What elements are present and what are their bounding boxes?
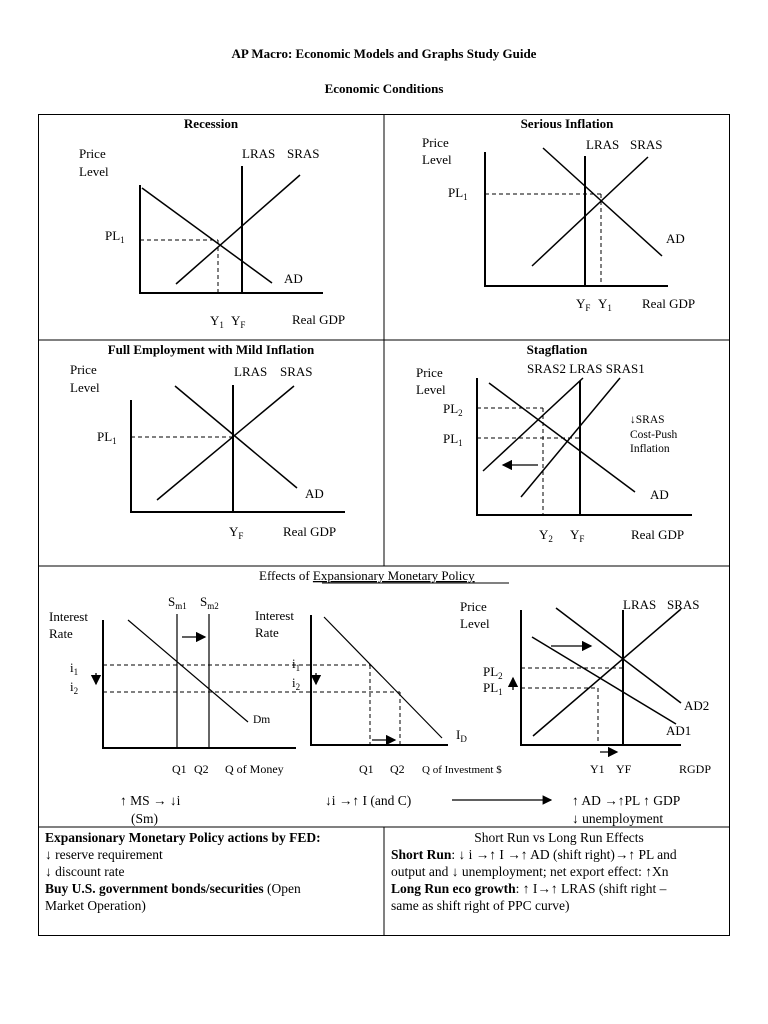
fullemp-lras-label: LRAS: [234, 364, 268, 379]
fed-action-bonds: Buy U.S. government bonds/securities (Open: [45, 881, 301, 896]
run-effects-heading: Short Run vs Long Run Effects: [474, 830, 644, 845]
mm-dm-label: Dm: [253, 714, 271, 726]
stag-y2-label: $Y_2$: [539, 527, 553, 544]
mm-xaxis-label: Q of Money: [225, 762, 284, 776]
stag-ad-label: AD: [650, 487, 669, 502]
recession-pl1-label: $PL_1$: [105, 228, 125, 245]
mm-i1-label: $i_1$: [70, 660, 79, 677]
mm-dm-line: [128, 620, 248, 722]
inv-id-label: $I_D$: [456, 727, 467, 744]
adas-sras-label: SRAS: [667, 597, 700, 612]
fullemp-ad-label: AD: [305, 486, 324, 501]
stag-note-line1: ↓SRAS: [630, 414, 665, 426]
inv-q2-label: Q2: [390, 762, 405, 776]
stag-pl2-label: $PL_2$: [443, 401, 463, 418]
recession-level-label: Level: [79, 164, 109, 179]
mm-sm1-label: $S_{m1}$: [168, 594, 187, 611]
fed-actions-panel: [45, 829, 380, 914]
stag-pl1-label: $PL_1$: [443, 431, 463, 448]
stag-title: Stagflation: [526, 342, 588, 357]
inflation-title: Serious Inflation: [520, 116, 614, 131]
recession-ad-label: AD: [284, 271, 303, 286]
stag-yf-label: $Y_F$: [570, 527, 585, 544]
fed-actions-heading: Expansionary Monetary Policy actions by FED:: [45, 830, 321, 845]
long-run-line1: Long Run eco growth: ↑ I→↑ LRAS (shift right –: [391, 881, 667, 896]
fed-action-reserve: ↓ reserve requirement: [45, 847, 163, 862]
monetary-section-title: Effects of Expansionary Monetary Policy: [259, 568, 475, 583]
fullemp-level-label: Level: [70, 380, 100, 395]
fullemp-price-label: Price: [70, 362, 97, 377]
fullemp-yf-label: $Y_F$: [229, 524, 244, 541]
inflation-price-label: Price: [422, 135, 449, 150]
chain-ad-line2: ↓ unemployment: [572, 811, 664, 826]
inflation-sras-line: [532, 157, 648, 266]
inflation-lras-label: LRAS: [586, 137, 620, 152]
fullemp-sras-line: [157, 386, 294, 500]
fullemp-xaxis-label: Real GDP: [283, 524, 337, 539]
chain-ad-line1: ↑ AD →↑PL ↑ GDP: [572, 793, 681, 808]
inflation-axes: [485, 152, 668, 286]
stag-xaxis-label: Real GDP: [631, 527, 685, 542]
inv-q1-label: Q1: [359, 762, 374, 776]
recession-yf-label: $Y_F$: [231, 313, 246, 330]
inv-rate-label: Rate: [255, 625, 279, 640]
adas-ad1-line: [532, 637, 676, 724]
chain-ms-line1: ↑ MS → ↓i: [120, 793, 181, 808]
adas-pl1-label: $PL_1$: [483, 680, 503, 697]
section-title: Economic Conditions: [324, 81, 444, 96]
chain-ms-line2: (Sm): [131, 811, 158, 826]
money-market-graph: [96, 614, 400, 748]
inflation-pl1-label: $PL_1$: [448, 185, 468, 202]
fullemp-pl1-label: $PL_1$: [97, 429, 117, 446]
inflation-yf-label: $Y_F$: [576, 296, 591, 313]
fed-action-bonds-cont: Market Operation): [45, 898, 146, 913]
adas-lras-label: LRAS: [623, 597, 657, 612]
recession-y1-label: $Y_1$: [210, 313, 224, 330]
recession-sras-line: [176, 175, 300, 284]
adas-y1-label: Y1: [590, 762, 605, 776]
stag-price-label: Price: [416, 365, 443, 380]
adas-sras-line: [533, 609, 681, 736]
inv-interest-label: Interest: [255, 608, 294, 623]
inv-xaxis-label: Q of Investment $: [422, 764, 502, 776]
inv-i2-label: $i_2$: [292, 675, 301, 692]
stag-note-line2: Cost-Push: [630, 429, 678, 441]
recession-sras-label: SRAS: [287, 146, 320, 161]
fullemp-ad-line: [175, 386, 297, 488]
short-run-line1: Short Run: ↓ i →↑ I →↑ AD (shift right)→↑ PL and: [391, 847, 677, 862]
adas-pl2-label: $PL_2$: [483, 664, 503, 681]
adas-price-label: Price: [460, 599, 487, 614]
investment-graph: [311, 615, 448, 745]
mm-sm2-label: $S_{m2}$: [200, 594, 219, 611]
chain-investment: ↓i →↑ I (and C): [325, 793, 412, 808]
adas-xaxis-label: RGDP: [679, 762, 712, 776]
inv-id-line: [324, 617, 442, 738]
inv-axes: [311, 615, 448, 745]
long-run-line2: same as shift right of PPC curve): [391, 898, 570, 913]
recession-lras-label: LRAS: [242, 146, 276, 161]
fullemp-sras-label: SRAS: [280, 364, 313, 379]
inflation-y1-label: $Y_1$: [598, 296, 612, 313]
adas-level-label: Level: [460, 616, 490, 631]
fullemp-title: Full Employment with Mild Inflation: [107, 342, 315, 357]
inflation-sras-label: SRAS: [630, 137, 663, 152]
adas-ad1-label: AD1: [666, 723, 692, 738]
recession-title: Recession: [183, 116, 239, 131]
inflation-xaxis-label: Real GDP: [642, 296, 696, 311]
serious-inflation-graph: [485, 148, 668, 286]
adas-ad2-label: AD2: [684, 698, 710, 713]
mm-rate-label: Rate: [49, 626, 73, 641]
inv-i1-label: $i_1$: [292, 656, 301, 673]
mm-q1-label: Q1: [172, 762, 187, 776]
short-run-line2: output and ↓ unemployment; net export effect: ↑Xn: [391, 864, 669, 879]
stag-level-label: Level: [416, 382, 446, 397]
stag-sras2-line: [483, 378, 583, 471]
recession-price-label: Price: [79, 146, 106, 161]
recession-ad-line: [142, 188, 272, 283]
fed-action-discount: ↓ discount rate: [45, 864, 125, 879]
stag-curve-labels: SRAS2 LRAS SRAS1: [527, 361, 645, 376]
stag-note-line3: Inflation: [630, 443, 670, 455]
inflation-ad-label: AD: [666, 231, 685, 246]
run-effects-panel: [391, 829, 727, 914]
mm-i2-label: $i_2$: [70, 679, 79, 696]
mm-interest-label: Interest: [49, 609, 88, 624]
recession-xaxis-label: Real GDP: [292, 312, 346, 327]
adas-yf-label: YF: [616, 762, 632, 776]
inflation-level-label: Level: [422, 152, 452, 167]
page-title: AP Macro: Economic Models and Graphs Study Guide: [231, 46, 537, 61]
adas-shift-graph: [513, 608, 681, 752]
mm-q2-label: Q2: [194, 762, 209, 776]
